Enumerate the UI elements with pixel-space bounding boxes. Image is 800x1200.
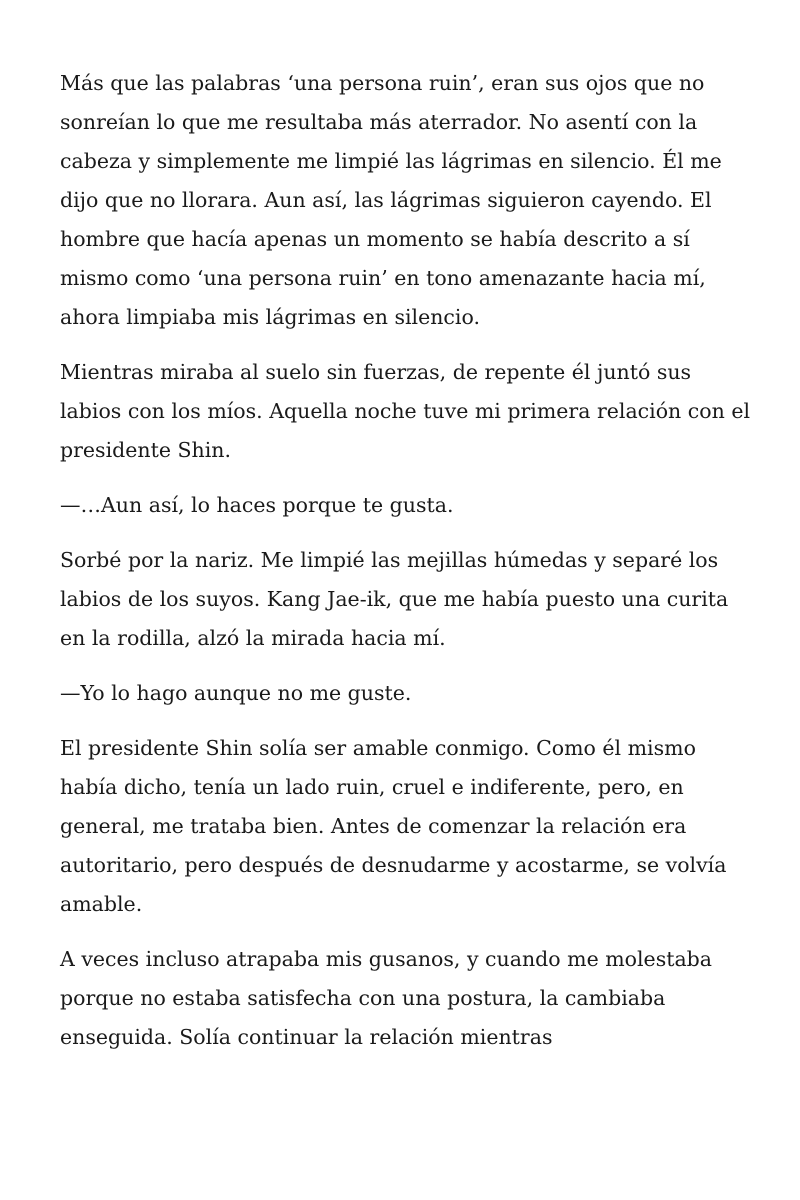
- paragraph: El presidente Shin solía ser amable conmigo. Como él mismo había dicho, tenía un lado ruin, cruel e indiferente, pero, en general, me trataba bien. Antes de comenzar la relación era autoritario, pero después de desnudarme y acostarme, se volvía amable.: [60, 736, 727, 916]
- paragraph: Mientras miraba al suelo sin fuerzas, de repente él juntó sus labios con los míos. Aquella noche tuve mi primera relación con el presidente Shin.: [60, 360, 751, 462]
- dialogue-line: —…Aun así, lo haces porque te gusta.: [60, 493, 454, 517]
- document-body: [60, 64, 750, 1073]
- paragraph: A veces incluso atrapaba mis gusanos, y cuando me molestaba porque no estaba satisfecha con una postura, la cambiaba enseguida. Solía continuar la relación mientras: [60, 947, 713, 1049]
- paragraph: Sorbé por la nariz. Me limpié las mejillas húmedas y separé los labios de los suyos. Kang Jae-ik, que me había puesto una curita en la rodilla, alzó la mirada hacia mí.: [60, 548, 729, 650]
- paragraph: Más que las palabras ‘una persona ruin’, eran sus ojos que no sonreían lo que me resultaba más aterrador. No asentí con la cabeza y simplemente me limpié las lágrimas en silencio. Él me dijo que no llorara. Aun así, las lágrimas siguieron cayendo. El hombre que hacía apenas un momento se había descrito a sí mismo como ‘una persona ruin’ en tono amenazante hacia mí, ahora limpiaba mis lágrimas en silencio.: [60, 71, 722, 329]
- dialogue-line: —Yo lo hago aunque no me guste.: [60, 681, 412, 705]
